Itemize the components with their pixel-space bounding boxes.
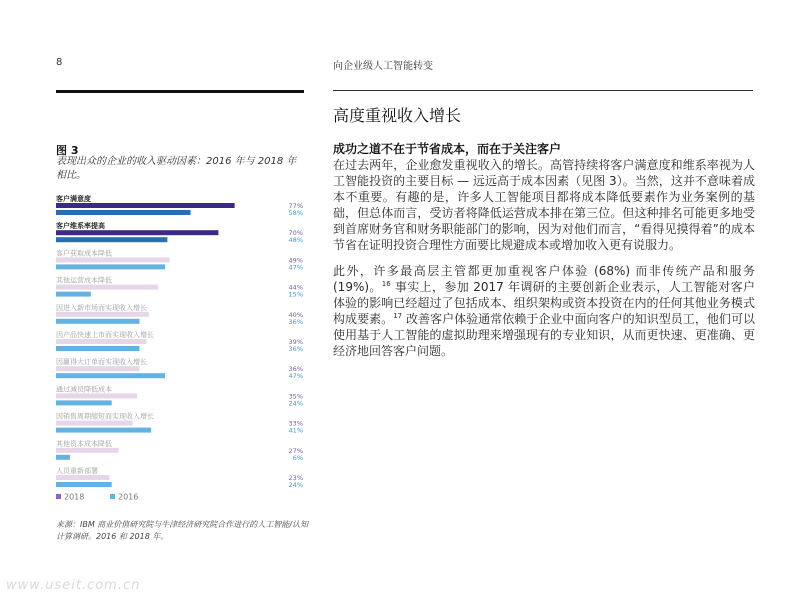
bar-2016	[56, 319, 140, 324]
bar-2016	[56, 482, 112, 487]
value-label-2018: 70%	[288, 229, 303, 238]
value-label-2018: 39%	[288, 338, 303, 346]
category-label: 客户维系率提高	[56, 222, 105, 231]
value-label-2018: 77%	[288, 202, 303, 210]
bar-2016	[56, 237, 167, 242]
body-paragraph-1: 在过去两年，企业愈发重视收入的增长。高管持续将客户满意度和维系率视为人工智能投资的主要目标 — 远远高于成本因素（见图 3）。当然，这并不意味着成本不重要。有趣的是，许多人工智能项目都将成本降低要素作为业务案例的基础，但总体而言，受访者将降低运营成本排在第三位。但这种排名可能更多地受到首席财务官和财务职能部门的影响，因为对他们而言，“看得见摸得着”的成本节省在证明投资合理性方面要比规避成本或增加收入更有说服力。	[333, 158, 755, 252]
bar-2018	[56, 421, 133, 426]
bar-2016	[56, 400, 112, 405]
bar-2016	[56, 210, 191, 215]
bar-2018	[56, 230, 218, 235]
category-label: 客户获取成本降低	[56, 249, 112, 258]
bar-2016	[56, 346, 140, 351]
bar-2018	[56, 203, 235, 208]
section-title: 高度重视收入增长	[333, 106, 462, 125]
page-number: 8	[56, 57, 63, 68]
figure-caption: 表现出众的企业的收入驱动因素：2016 年与 2018 年相比。	[56, 156, 297, 181]
left-column-rule	[56, 90, 304, 93]
bar-2016	[56, 292, 91, 297]
bar-2018	[56, 366, 140, 371]
right-column-rule	[333, 90, 753, 91]
body-text	[333, 141, 755, 369]
value-label-2018: 44%	[288, 283, 303, 292]
value-label-2016: 24%	[288, 399, 303, 408]
value-label-2018: 27%	[288, 446, 303, 455]
value-label-2018: 49%	[288, 256, 303, 265]
value-label-2016: 6%	[292, 453, 303, 462]
category-label: 因产品快速上市而实现收入增长	[56, 331, 154, 339]
running-title: 向企业级人工智能转变	[333, 61, 433, 72]
bar-2018	[56, 393, 137, 398]
value-label-2018: 23%	[288, 474, 303, 482]
category-label: 通过减员降低成本	[56, 385, 112, 394]
revenue-drivers-chart	[56, 193, 304, 505]
legend-label-2016: 2016	[118, 492, 139, 502]
value-label-2016: 58%	[288, 209, 303, 217]
value-label-2016: 24%	[288, 481, 303, 489]
category-label: 人员重新部署	[56, 467, 98, 475]
bar-2018	[56, 312, 149, 317]
legend-swatch-2018	[56, 494, 61, 499]
category-label: 客户满意度	[56, 195, 91, 203]
body-paragraph-2: 此外，许多最高层主管都更加重视客户体验 (68%) 而非传统产品和服务 (19%)。$^{16}$ 事实上，参加 2017 年调研的主要创新企业表示，人工智能对客户体验的影响已经超过了包括成本、组织架构或资本投资在内的任何其他业务模式构成要素。$^{17}$ 改善客户体验通常依赖于企业中面向客户的知识型员工，他们可以使用基于人工智能的虚拟助理来增强现有的专业知识，从而更快速、更准确、更经济地回答客户问题。	[333, 264, 755, 358]
category-label: 其他资本成本降低	[56, 439, 112, 448]
value-label-2016: 41%	[288, 426, 303, 435]
bar-2016	[56, 455, 70, 460]
category-label: 因进入新市场而实现收入增长	[56, 303, 147, 312]
value-label-2016: 48%	[288, 236, 303, 245]
value-label-2016: 36%	[288, 317, 303, 326]
value-label-2018: 40%	[288, 310, 303, 319]
category-label: 因赢得大订单而实现收入增长	[56, 358, 147, 367]
body-lead-heading: 成功之道不在于节省成本，而在于关注客户	[333, 142, 562, 156]
figure-label: 图 3	[56, 144, 79, 157]
bar-2016	[56, 428, 151, 433]
bar-2018	[56, 257, 170, 262]
bar-2016	[56, 264, 165, 269]
bar-2018	[56, 475, 109, 480]
legend-label-2018: 2018	[64, 492, 85, 502]
value-label-2016: 47%	[288, 263, 303, 272]
watermark: www.useit.com.cn	[6, 578, 141, 593]
value-label-2016: 36%	[288, 345, 303, 353]
value-label-2018: 36%	[288, 365, 303, 374]
value-label-2016: 15%	[288, 290, 303, 299]
footnote-ref-17[interactable]: 17	[393, 312, 403, 320]
category-label: 其他运营成本降低	[56, 276, 112, 285]
bar-2018	[56, 448, 119, 453]
figure-source-note: 来源：IBM 商业价值研究院与牛津经济研究院合作进行的人工智能/认知计算调研。2016 和 2018 年。	[56, 520, 308, 541]
value-label-2018: 33%	[288, 419, 303, 428]
footnote-ref-16[interactable]: 16	[381, 280, 391, 288]
category-label: 因销售周期缩短而实现收入增长	[56, 412, 154, 421]
value-label-2016: 47%	[288, 372, 303, 381]
value-label-2018: 35%	[288, 392, 303, 401]
legend-swatch-2016	[110, 494, 115, 499]
bar-2018	[56, 339, 146, 344]
bar-2018	[56, 285, 158, 290]
bar-2016	[56, 373, 165, 378]
